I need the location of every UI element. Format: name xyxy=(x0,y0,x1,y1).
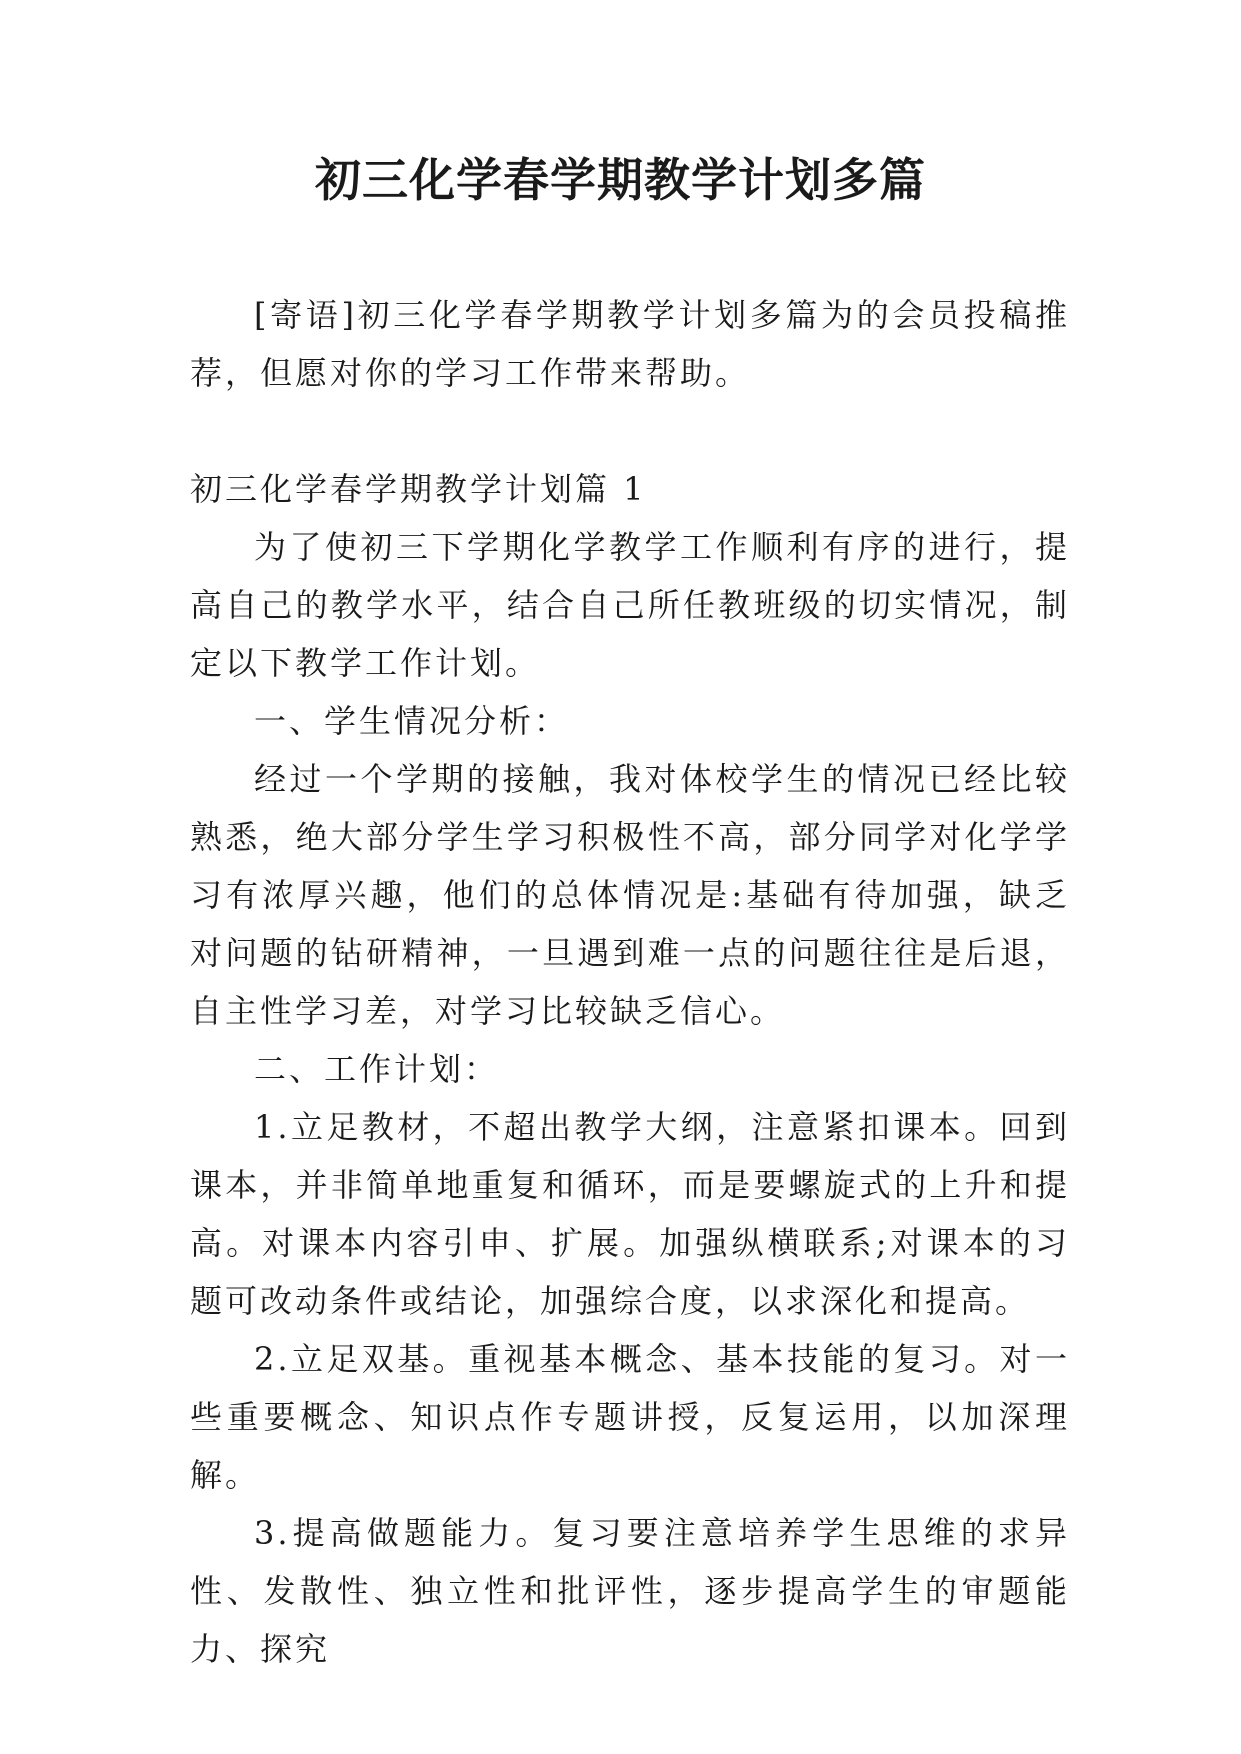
body-paragraph-2: 一、学生情况分析： xyxy=(254,702,570,740)
document-body xyxy=(190,286,1070,1678)
body-paragraph-1: 为了使初三下学期化学教学工作顺利有序的进行，提高自己的教学水平，结合自己所任教班级的切实情况，制定以下教学工作计划。 xyxy=(190,528,1070,682)
body-paragraph-7: 3.提高做题能力。复习要注意培养学生思维的求异性、发散性、独立性和批评性，逐步提高学生的审题能力、探究 xyxy=(190,1514,1070,1668)
section-heading: 初三化学春学期教学计划篇 1 xyxy=(190,470,647,508)
body-paragraph-4: 二、工作计划： xyxy=(254,1050,500,1088)
body-paragraph-6: 2.立足双基。重视基本概念、基本技能的复习。对一些重要概念、知识点作专题讲授，反复运用，以加深理解。 xyxy=(190,1340,1070,1494)
intro-paragraph: [寄语]初三化学春学期教学计划多篇为的会员投稿推荐，但愿对你的学习工作带来帮助。 xyxy=(190,296,1070,392)
body-paragraph-5: 1.立足教材，不超出教学大纲，注意紧扣课本。回到课本，并非简单地重复和循环，而是要螺旋式的上升和提高。对课本内容引申、扩展。加强纵横联系;对课本的习题可改动条件或结论，加强综合度，以求深化和提高。 xyxy=(190,1108,1070,1320)
body-paragraph-3: 经过一个学期的接触，我对体校学生的情况已经比较熟悉，绝大部分学生学习积极性不高，部分同学对化学学习有浓厚兴趣，他们的总体情况是:基础有待加强，缺乏对问题的钻研精神，一旦遇到难一点的问题往往是后退，自主性学习差，对学习比较缺乏信心。 xyxy=(190,760,1070,1030)
document-title: 初三化学春学期教学计划多篇 xyxy=(315,153,926,207)
paragraph-spacer xyxy=(190,402,1070,460)
